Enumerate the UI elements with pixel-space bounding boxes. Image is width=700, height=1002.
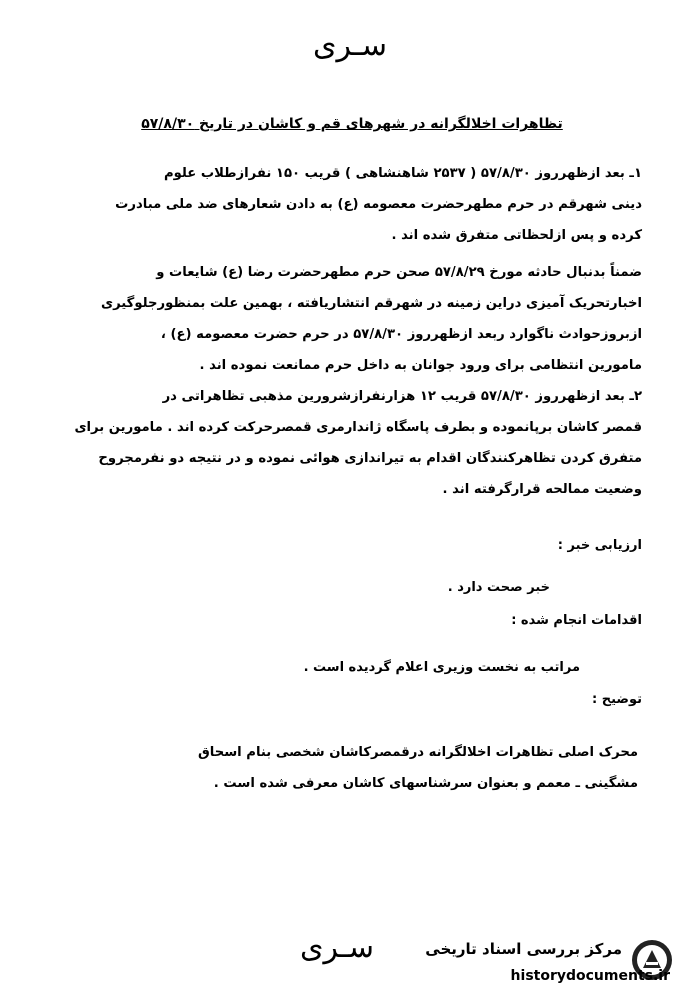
note-paragraph — [62, 737, 638, 799]
paragraph-line: مامورین انتظامی برای ورود جوانان به داخل حرم ممانعت نموده اند . — [199, 358, 642, 373]
note-label: توضیح : — [592, 692, 642, 707]
paragraph-line: قمصر کاشان برپانموده و بطرف پاسگاه ژاندارمری قمصرحرکت کرده اند . مامورین برای — [74, 420, 642, 435]
paragraph-line: محرک اصلی تظاهرات اخلالگرانه درقمصرکاشان شخصی بنام اسحاق — [197, 745, 638, 760]
paragraph-line: ازبروزحوادث ناگوارد ربعد ازظهرروز ۵۷/۸/۳۰ در حرم حضرت معصومه (ع) ، — [160, 327, 642, 342]
paragraph-2 — [62, 257, 642, 381]
paragraph-line: متفرق کردن تظاهرکنندگان اقدام به تیراندازی هوائی نموده و در نتیجه دو نفرمجروح — [98, 451, 642, 466]
paragraph-line: وضعیت ممالحه قرارگرفته اند . — [442, 482, 642, 497]
paragraph-line: ۱ـ بعد ازظهرروز ۵۷/۸/۳۰ ( ۲۵۳۷ شاهنشاهی ) قریب ۱۵۰ نفرازطلاب علوم — [163, 166, 642, 181]
assessment-text: خبر صحت دارد . — [447, 580, 550, 595]
classification-stamp-top: سـری — [313, 28, 387, 63]
paragraph-line: ۲ـ بعد ازظهرروز ۵۷/۸/۳۰ قریب ۱۲ هزارنفرازشرورین مذهبی تظاهراتی در — [162, 389, 642, 404]
actions-text: مراتب به نخست وزیری اعلام گردیده است . — [303, 660, 580, 675]
paragraph-line: اخبارتحریک آمیزی دراین زمینه در شهرقم انتشاریافته ، بهمین علت بمنظورجلوگیری — [101, 296, 642, 311]
paragraph-line: کرده و پس ازلحظاتی متفرق شده اند . — [391, 228, 642, 243]
actions-label: اقدامات انجام شده : — [511, 613, 642, 628]
archive-website: historydocuments.ir — [510, 968, 670, 984]
document-title: تظاهرات اخلالگرانه در شهرهای قم و کاشان در تاریخ ۵۷/۸/۳۰ — [141, 116, 563, 132]
classification-stamp-bottom: سـری — [300, 930, 374, 965]
paragraph-line: مشگینی ـ معمم و بعنوان سرشناسهای کاشان معرفی شده است . — [213, 776, 638, 791]
paragraph-1 — [62, 158, 642, 251]
archive-watermark — [425, 934, 674, 994]
archive-name: مرکز بررسی اسناد تاریخی — [425, 940, 622, 958]
assessment-label: ارزیابی خبر : — [557, 538, 642, 553]
paragraph-3 — [62, 381, 642, 505]
paragraph-line: ضمناً بدنبال حادثه مورخ ۵۷/۸/۲۹ صحن حرم مطهرحضرت رضا (ع) شایعات و — [156, 265, 642, 280]
paragraph-line: دینی شهرقم در حرم مطهرحضرت معصومه (ع) به دادن شعارهای ضد ملی مبادرت — [115, 197, 642, 212]
